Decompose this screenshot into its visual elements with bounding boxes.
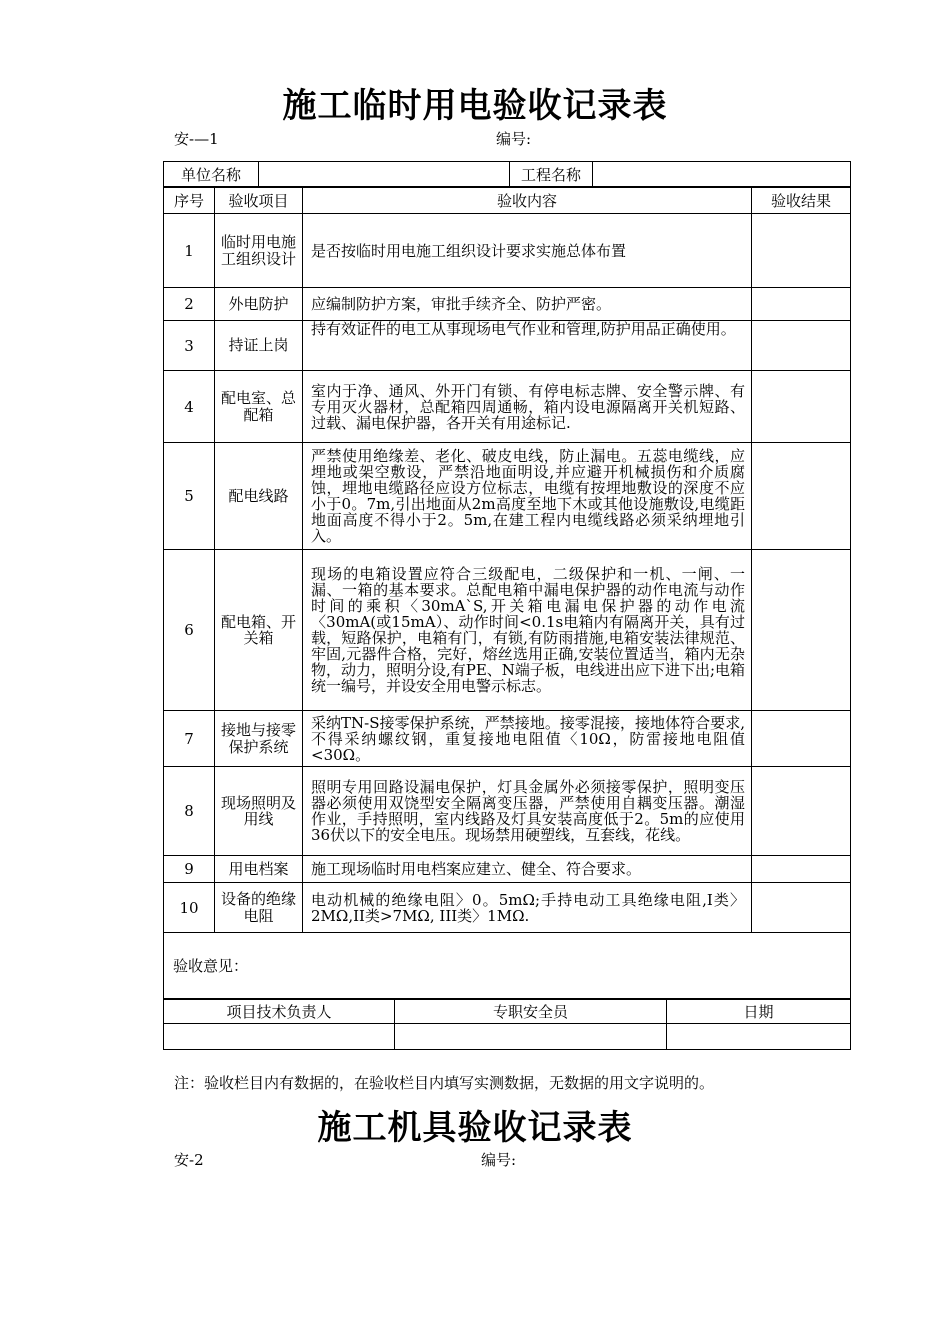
row-seq: 2 <box>164 288 215 321</box>
project-name-label: 工程名称 <box>510 162 593 188</box>
acceptance-opinion-field[interactable] <box>164 933 851 999</box>
row-result-field[interactable] <box>752 856 851 883</box>
acceptance-opinion-label: 验收意见： <box>173 957 249 975</box>
row-result-field[interactable] <box>752 288 851 321</box>
row-item: 临时用电施工组织设计 <box>215 214 303 288</box>
row-seq: 1 <box>164 214 215 288</box>
row-content: 室内于净、通风、外开门有锁、有停电标志牌、安全警示牌、有专用灭火器材，总配箱四周通畅，箱内设电源隔离开关机短路、过载、漏电保护器，各开关有用途标记. <box>303 371 752 443</box>
header-item: 验收项目 <box>215 187 303 214</box>
table-row <box>164 883 851 933</box>
row-item: 配电箱、开关箱 <box>215 550 303 711</box>
header-seq: 序号 <box>164 187 215 214</box>
table-row <box>164 767 851 856</box>
form1-header-table <box>163 161 851 188</box>
row-result-field[interactable] <box>752 443 851 550</box>
row-seq: 7 <box>164 711 215 767</box>
table-row <box>164 711 851 767</box>
row-seq: 3 <box>164 321 215 371</box>
row-seq: 6 <box>164 550 215 711</box>
form2-number-label: 编号: <box>481 1151 517 1169</box>
row-item: 持证上岗 <box>215 321 303 371</box>
form2-title: 施工机具验收记录表 <box>317 1108 633 1148</box>
form1-number-label: 编号: <box>496 130 532 148</box>
row-seq: 8 <box>164 767 215 856</box>
row-content: 应编制防护方案，审批手续齐全、防护严密。 <box>303 288 752 321</box>
row-result-field[interactable] <box>752 214 851 288</box>
row-content: 持有效证件的电工从事现场电气作业和管理,防护用品正确使用。 <box>303 321 752 371</box>
row-content: 严禁使用绝缘差、老化、破皮电线，防止漏电。五蕊电缆线，应埋地或架空敷设，严禁沿地面明设,并应避开机械损伤和介质腐蚀，埋地电缆路径应设方位标志，电缆有按埋地敷设的深度不应小于0。7m,引出地面从2m高度至地下木或其他设施敷设,电缆距地面高度不得小于2。5m,在建工程内电缆线路必须采纳埋地引入。 <box>303 443 752 550</box>
form1-note: 注：验收栏目内有数据的，在验收栏目内填写实测数据，无数据的用文字说明的。 <box>174 1074 715 1092</box>
table-row <box>164 371 851 443</box>
unit-name-field[interactable] <box>259 162 510 188</box>
date-field[interactable] <box>667 1024 851 1050</box>
row-content: 是否按临时用电施工组织设计要求实施总体布置 <box>303 214 752 288</box>
form1-code: 安-—1 <box>174 130 219 148</box>
row-result-field[interactable] <box>752 767 851 856</box>
inspection-table <box>163 186 851 999</box>
tech-lead-signature-field[interactable] <box>164 1024 395 1050</box>
signature-table <box>163 999 851 1050</box>
row-content: 照明专用回路设漏电保护，灯具金属外必须接零保护，照明变压器必须使用双饶型安全隔离变压器，严禁使用自耦变压器。潮湿作业，手持照明，室内线路及灯具安装高度低于2。5m的应使用36伏以下的安全电压。现场禁用硬塑线，互套线，花线。 <box>303 767 752 856</box>
row-result-field[interactable] <box>752 550 851 711</box>
row-item: 配电室、总配箱 <box>215 371 303 443</box>
tech-lead-label: 项目技术负责人 <box>164 1000 395 1024</box>
table-row <box>164 288 851 321</box>
row-result-field[interactable] <box>752 321 851 371</box>
row-content: 现场的电箱设置应符合三级配电，二级保护和一机、一闸、一漏、一箱的基本要求。总配电箱中漏电保护器的动作电流与动作时间的乘积〈30mA`S,开关箱电漏电保护器的动作电流〈30mA(或15mA）、动作时间<0.1s电箱内有隔离开关，具有过载，短路保护，电箱有门，有锁,有防雨措施,电箱安装法律规范、牢固,元器件合格，完好，熔丝选用正确,安装位置适当，箱内无杂物，动力，照明分设,有PE、N端子板，电线进出应下进下出;电箱统一编号，并设安全用电警示标志。 <box>303 550 752 711</box>
row-item: 外电防护 <box>215 288 303 321</box>
table-row <box>164 321 851 371</box>
row-item: 设备的绝缘电阻 <box>215 883 303 933</box>
row-item: 接地与接零保护系统 <box>215 711 303 767</box>
row-item: 现场照明及用线 <box>215 767 303 856</box>
table-row <box>164 214 851 288</box>
safety-officer-label: 专职安全员 <box>395 1000 667 1024</box>
row-result-field[interactable] <box>752 371 851 443</box>
row-seq: 4 <box>164 371 215 443</box>
row-item: 用电档案 <box>215 856 303 883</box>
row-content: 电动机械的绝缘电阻〉0。5mΩ;手持电动工具绝缘电阻,I类〉2MΩ,II类>7MΩ, III类〉1MΩ. <box>303 883 752 933</box>
row-item: 配电线路 <box>215 443 303 550</box>
form2-code: 安-2 <box>174 1151 204 1169</box>
project-name-field[interactable] <box>593 162 851 188</box>
header-content: 验收内容 <box>303 187 752 214</box>
row-content: 采纳TN-S接零保护系统，严禁接地。接零混接，接地体符合要求,不得采纳螺纹钢，重复接地电阻值〈10Ω，防雷接地电阻值<30Ω。 <box>303 711 752 767</box>
row-seq: 9 <box>164 856 215 883</box>
date-label: 日期 <box>667 1000 851 1024</box>
table-row <box>164 550 851 711</box>
row-seq: 10 <box>164 883 215 933</box>
header-result: 验收结果 <box>752 187 851 214</box>
row-seq: 5 <box>164 443 215 550</box>
table-row <box>164 856 851 883</box>
safety-officer-signature-field[interactable] <box>395 1024 667 1050</box>
row-content: 施工现场临时用电档案应建立、健全、符合要求。 <box>303 856 752 883</box>
unit-name-label: 单位名称 <box>164 162 259 188</box>
row-result-field[interactable] <box>752 711 851 767</box>
form1-title: 施工临时用电验收记录表 <box>282 86 668 126</box>
table-row <box>164 443 851 550</box>
row-result-field[interactable] <box>752 883 851 933</box>
